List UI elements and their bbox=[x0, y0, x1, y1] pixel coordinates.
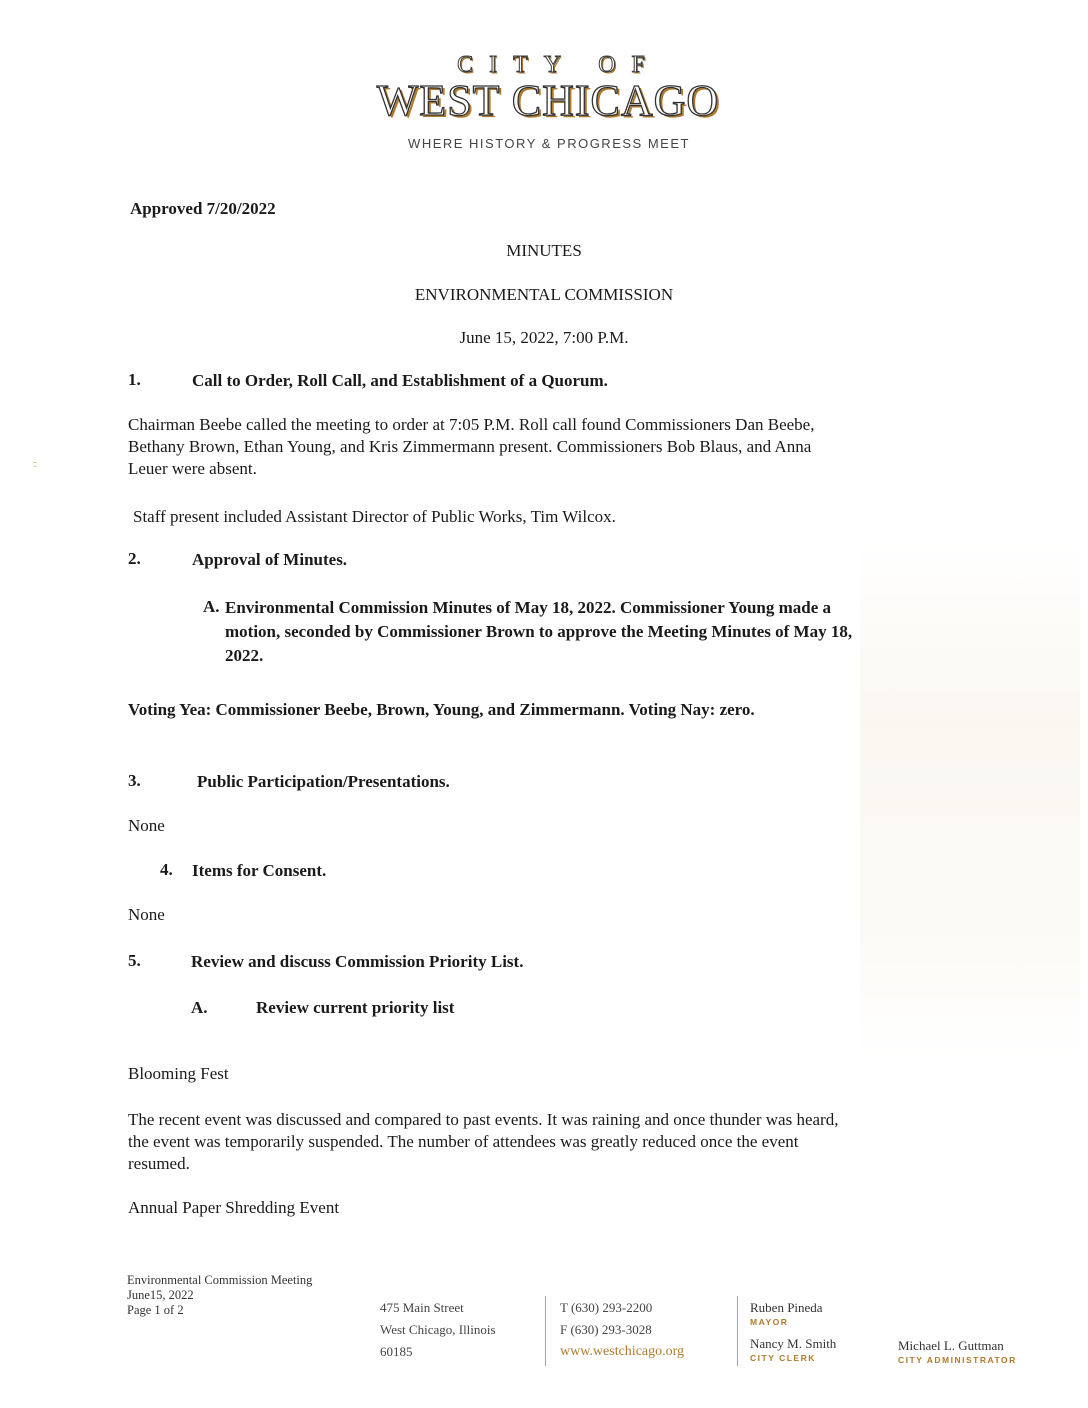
section-1-title: Call to Order, Roll Call, and Establishment of a Quorum. bbox=[192, 371, 608, 390]
meeting-date: June 15, 2022, 7:00 P.M. bbox=[459, 328, 629, 347]
footer-page-number: Page 1 of 2 bbox=[127, 1303, 184, 1317]
paragraph-line: resumed. bbox=[128, 1154, 190, 1173]
commission-name: ENVIRONMENTAL COMMISSION bbox=[414, 285, 674, 304]
section-2a-label: A. bbox=[203, 597, 220, 616]
footer-address bbox=[380, 1297, 496, 1363]
minutes-title: MINUTES bbox=[506, 241, 582, 260]
footer-divider bbox=[737, 1296, 738, 1366]
section-3-title: Public Participation/Presentations. bbox=[197, 772, 450, 791]
official-role: CITY CLERK bbox=[750, 1353, 816, 1363]
section-5-number: 5. bbox=[128, 951, 141, 970]
section-5a-label: A. bbox=[191, 998, 208, 1017]
official-role: CITY ADMINISTRATOR bbox=[898, 1355, 1017, 1365]
paragraph-line: The recent event was discussed and compared to past events. It was raining and once thunder was heard, bbox=[128, 1110, 839, 1129]
paragraph-line: Chairman Beebe called the meeting to order at 7:05 P.M. Roll call found Commissioners Dan Beebe, bbox=[128, 415, 815, 434]
paragraph-line: the event was temporarily suspended. The number of attendees was greatly reduced once the event bbox=[128, 1132, 799, 1151]
staff-present: Staff present included Assistant Director of Public Works, Tim Wilcox. bbox=[133, 507, 616, 526]
footer-meeting-name: Environmental Commission Meeting bbox=[127, 1273, 313, 1287]
paragraph-line: Leuer were absent. bbox=[128, 459, 257, 478]
section-1-number: 1. bbox=[128, 370, 141, 389]
section-4-title: Items for Consent. bbox=[192, 861, 327, 880]
section-2a-text bbox=[225, 596, 852, 668]
section-5a-title: Review current priority list bbox=[256, 998, 455, 1017]
approved-date: Approved 7/20/2022 bbox=[130, 199, 276, 218]
paragraph-line: Bethany Brown, Ethan Young, and Kris Zimmermann present. Commissioners Bob Blaus, and Anna bbox=[128, 437, 812, 456]
margin-marker: :: bbox=[33, 459, 37, 469]
footer-website-link[interactable]: www.westchicago.org bbox=[560, 1344, 685, 1359]
section-2-number: 2. bbox=[128, 549, 141, 568]
official-name: Michael L. Guttman bbox=[898, 1338, 1004, 1353]
official-clerk bbox=[750, 1336, 836, 1363]
official-administrator bbox=[898, 1338, 1017, 1365]
official-mayor bbox=[750, 1300, 823, 1327]
section-4-body: None bbox=[128, 905, 165, 924]
address-line: 60185 bbox=[380, 1344, 413, 1359]
paragraph-line: motion, seconded by Commissioner Brown to approve the Meeting Minutes of May 18, bbox=[225, 622, 853, 641]
shredding-event-heading: Annual Paper Shredding Event bbox=[128, 1198, 340, 1217]
footer-meeting-info bbox=[127, 1273, 312, 1318]
letterhead-city-name: WEST CHICAGO bbox=[376, 76, 720, 125]
section-1-paragraph bbox=[128, 414, 814, 480]
blooming-fest-heading: Blooming Fest bbox=[128, 1064, 229, 1083]
paragraph-line: 2022. bbox=[225, 646, 264, 665]
letterhead bbox=[0, 52, 1088, 151]
blooming-fest-paragraph bbox=[128, 1109, 838, 1175]
address-line: West Chicago, Illinois bbox=[380, 1322, 496, 1337]
official-name: Nancy M. Smith bbox=[750, 1336, 837, 1351]
vote-result: Voting Yea: Commissioner Beebe, Brown, Young, and Zimmermann. Voting Nay: zero. bbox=[128, 700, 755, 719]
official-name: Ruben Pineda bbox=[750, 1300, 823, 1315]
footer-meeting-date: June15, 2022 bbox=[127, 1288, 194, 1302]
footer-fax: F (630) 293-3028 bbox=[560, 1322, 652, 1337]
scan-artifact bbox=[860, 540, 1080, 1060]
footer-phone: T (630) 293-2200 bbox=[560, 1300, 653, 1315]
letterhead-tagline: WHERE HISTORY & PROGRESS MEET bbox=[408, 136, 690, 151]
section-5-title: Review and discuss Commission Priority List. bbox=[191, 952, 524, 971]
section-4-number: 4. bbox=[160, 860, 173, 879]
paragraph-line: Environmental Commission Minutes of May 18, 2022. Commissioner Young made a bbox=[225, 598, 832, 617]
footer-divider bbox=[545, 1296, 546, 1366]
footer-contact bbox=[560, 1297, 684, 1363]
address-line: 475 Main Street bbox=[380, 1300, 464, 1315]
section-3-body: None bbox=[128, 816, 165, 835]
letterhead-city-of: CITY OF bbox=[457, 52, 661, 78]
section-2-title: Approval of Minutes. bbox=[192, 550, 348, 569]
section-3-number: 3. bbox=[128, 771, 141, 790]
official-role: MAYOR bbox=[750, 1317, 789, 1327]
